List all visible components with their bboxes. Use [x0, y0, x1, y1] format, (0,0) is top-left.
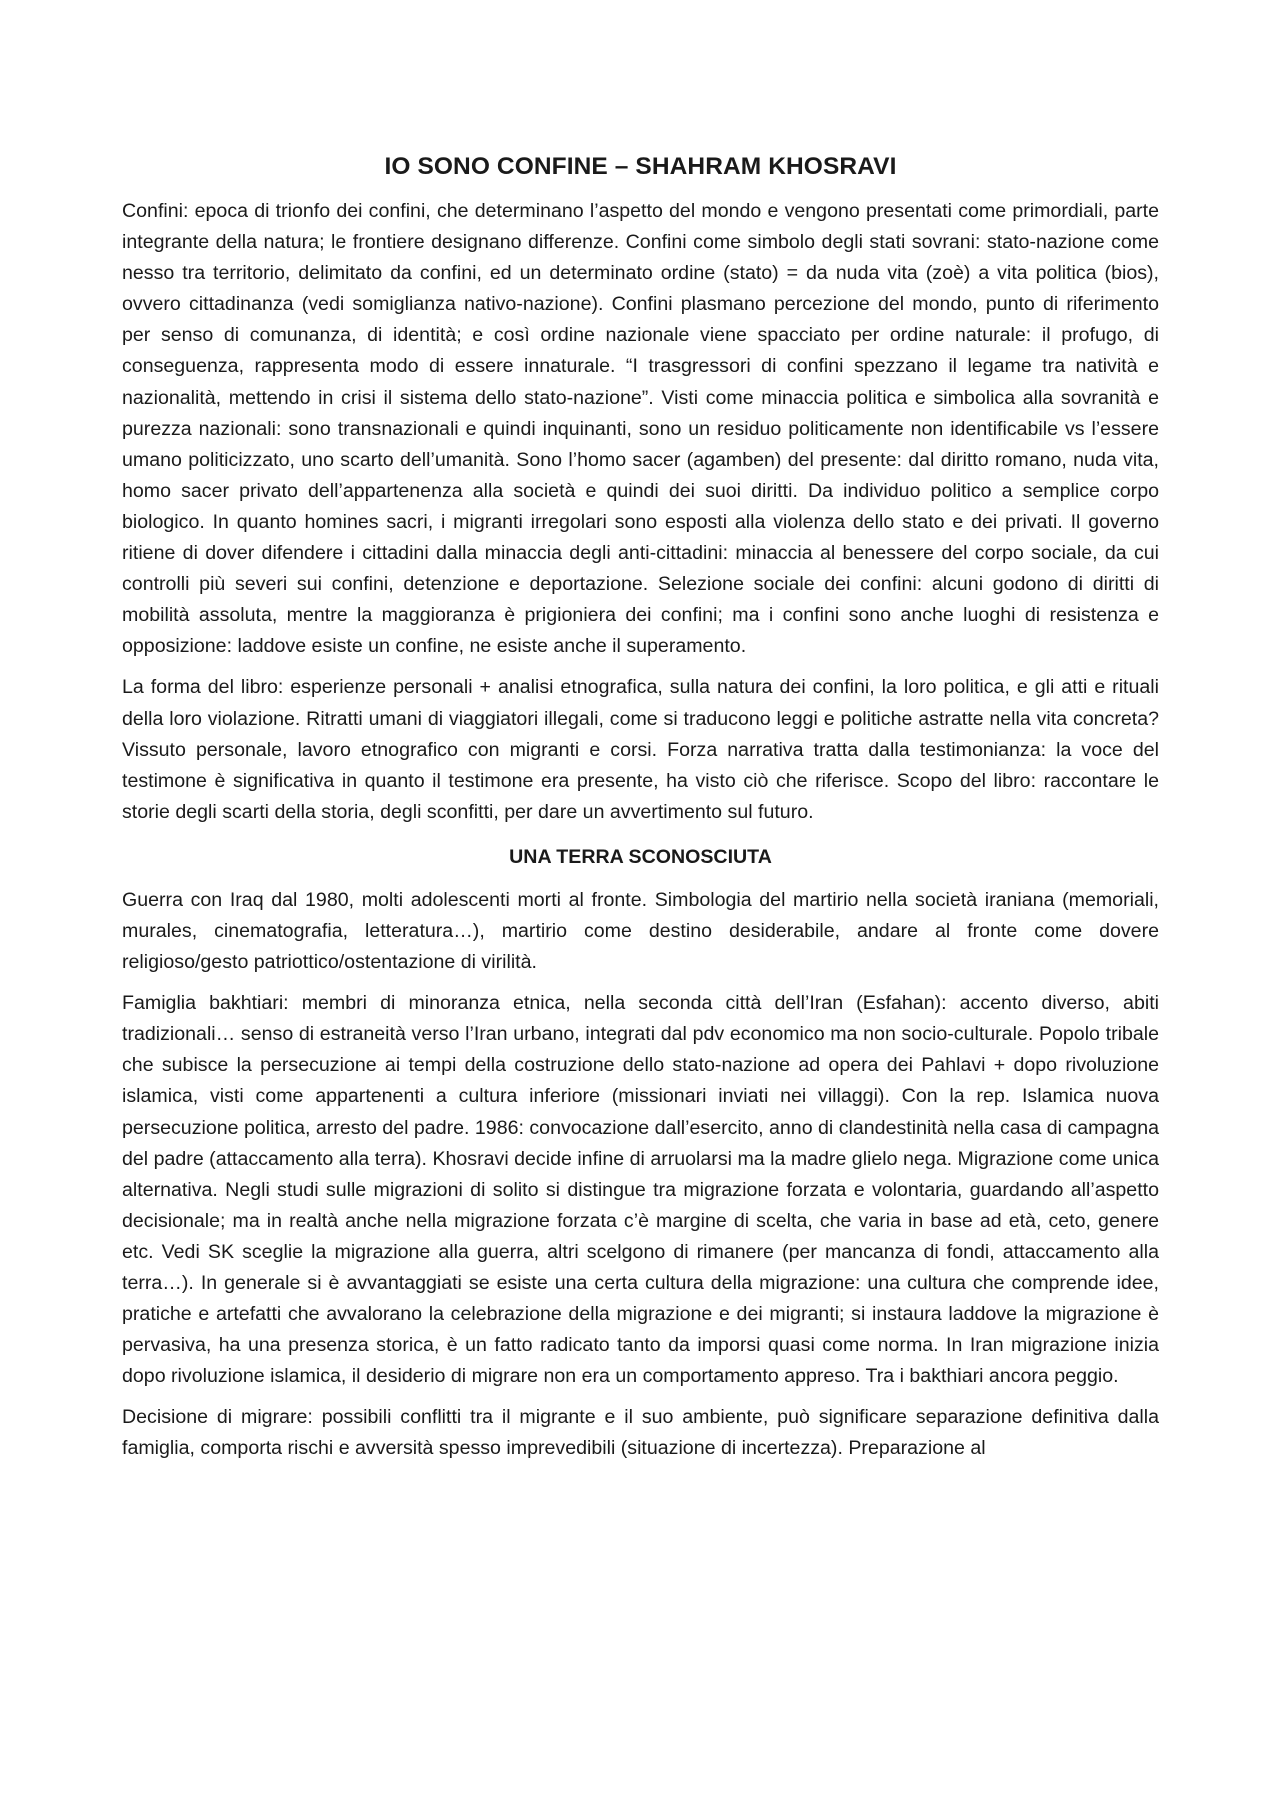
section-heading: UNA TERRA SCONOSCIUTA — [509, 845, 772, 868]
paragraph-famiglia-bakhtiari: Famiglia bakhtiari: membri di minoranza etnica, nella seconda città dell’Iran (Esfahan): accento diverso, abiti tradizionali… senso di estraneità verso l’Iran urbano, integrati dal pdv economico ma non socio-culturale. Popolo tribale che subisce la persecuzione ai tempi della costruzione dello stato-nazione ad opera dei Pahlavi + dopo rivoluzione islamica, visti come appartenenti a cultura inferiore (missionari inviati nei villaggi). Con la rep. Islamica nuova persecuzione politica, arresto del padre. 1986: convocazione dall’esercito, anno di clandestinità nella casa di campagna del padre (attaccamento alla terra). Khosravi decide infine di arruolarsi ma la madre glielo nega. Migrazione come unica alternativa. Negli studi sulle migrazioni di solito si distingue tra migrazione forzata e volontaria, guardando all’aspetto decisionale; ma in realtà anche nella migrazione forzata c’è margine di scelta, che varia in base ad età, ceto, genere etc. Vedi SK sceglie la migrazione alla guerra, altri scelgono di rimanere (per mancanza di fondi, attaccamento alla terra…). In generale si è avvantaggiati se esiste una certa cultura della migrazione: una cultura che comprende idee, pratiche e artefatti che avvalorano la celebrazione della migrazione e dei migranti; si instaura laddove la migrazione è pervasiva, ha una presenza storica, è un fatto radicato tanto da imporsi quasi come norma. In Iran migrazione inizia dopo rivoluzione islamica, il desiderio di migrare non era un comportamento appreso. Tra i bakthiari ancora peggio. — [122, 992, 1159, 1388]
paragraph-decisione-migrare: Decisione di migrare: possibili conflitti tra il migrante e il suo ambiente, può significare separazione definitiva dalla famiglia, comporta rischi e avversità spesso imprevedibili (situazione di incertezza). Preparazione al — [122, 1406, 1159, 1460]
paragraph-guerra-iraq: Guerra con Iraq dal 1980, molti adolescenti morti al fronte. Simbologia del martirio nella società iraniana (memoriali, murales, cinematografia, letteratura…), martirio come destino desiderabile, andare al fronte come dovere religioso/gesto patriottico/ostentazione di virilità. — [122, 888, 1159, 974]
document-body — [122, 150, 1159, 1475]
paragraph-forma-del-libro: La forma del libro: esperienze personali + analisi etnografica, sulla natura dei confini, la loro politica, e gli atti e rituali della loro violazione. Ritratti umani di viaggiatori illegali, come si traducono leggi e politiche astratte nella vita concreta? Vissuto personale, lavoro etnografico con migranti e corsi. Forza narrativa tratta dalla testimonianza: la voce del testimone è significativa in quanto il testimone era presente, ha visto ciò che riferisce. Scopo del libro: raccontare le storie degli scarti della storia, degli sconfitti, per dare un avvertimento sul futuro. — [122, 676, 1159, 823]
document-title: IO SONO CONFINE – SHAHRAM KHOSRAVI — [384, 153, 897, 180]
paragraph-confini: Confini: epoca di trionfo dei confini, che determinano l’aspetto del mondo e vengono presentati come primordiali, parte integrante della natura; le frontiere designano differenze. Confini come simbolo degli stati sovrani: stato-nazione come nesso tra territorio, delimitato da confini, ed un determinato ordine (stato) = da nuda vita (zoè) a vita politica (bios), ovvero cittadinanza (vedi somiglianza nativo-nazione). Confini plasmano percezione del mondo, punto di riferimento per senso di comunanza, di identità; e così ordine nazionale viene spacciato per ordine naturale: il profugo, di conseguenza, rappresenta modo di essere innaturale. “I trasgressori di confini spezzano il legame tra natività e nazionalità, mettendo in crisi il sistema dello stato-nazione”. Visti come minaccia politica e simbolica alla sovranità e purezza nazionali: sono transnazionali e quindi inquinanti, sono un residuo politicamente non identificabile vs l’essere umano politicizzato, uno scarto dell’umanità. Sono l’homo sacer (agamben) del presente: dal diritto romano, nuda vita, homo sacer privato dell’appartenenza alla società e quindi dei suoi diritti. Da individuo politico a semplice corpo biologico. In quanto homines sacri, i migranti irregolari sono esposti alla violenza dello stato e dei privati. Il governo ritiene di dover difendere i cittadini dalla minaccia degli anti-cittadini: minaccia al benessere del corpo sociale, da cui controlli più severi sui confini, detenzione e deportazione. Selezione sociale dei confini: alcuni godono di diritti di mobilità assoluta, mentre la maggioranza è prigioniera dei confini; ma i confini sono anche luoghi di resistenza e opposizione: laddove esiste un confine, ne esiste anche il superamento. — [122, 200, 1159, 658]
